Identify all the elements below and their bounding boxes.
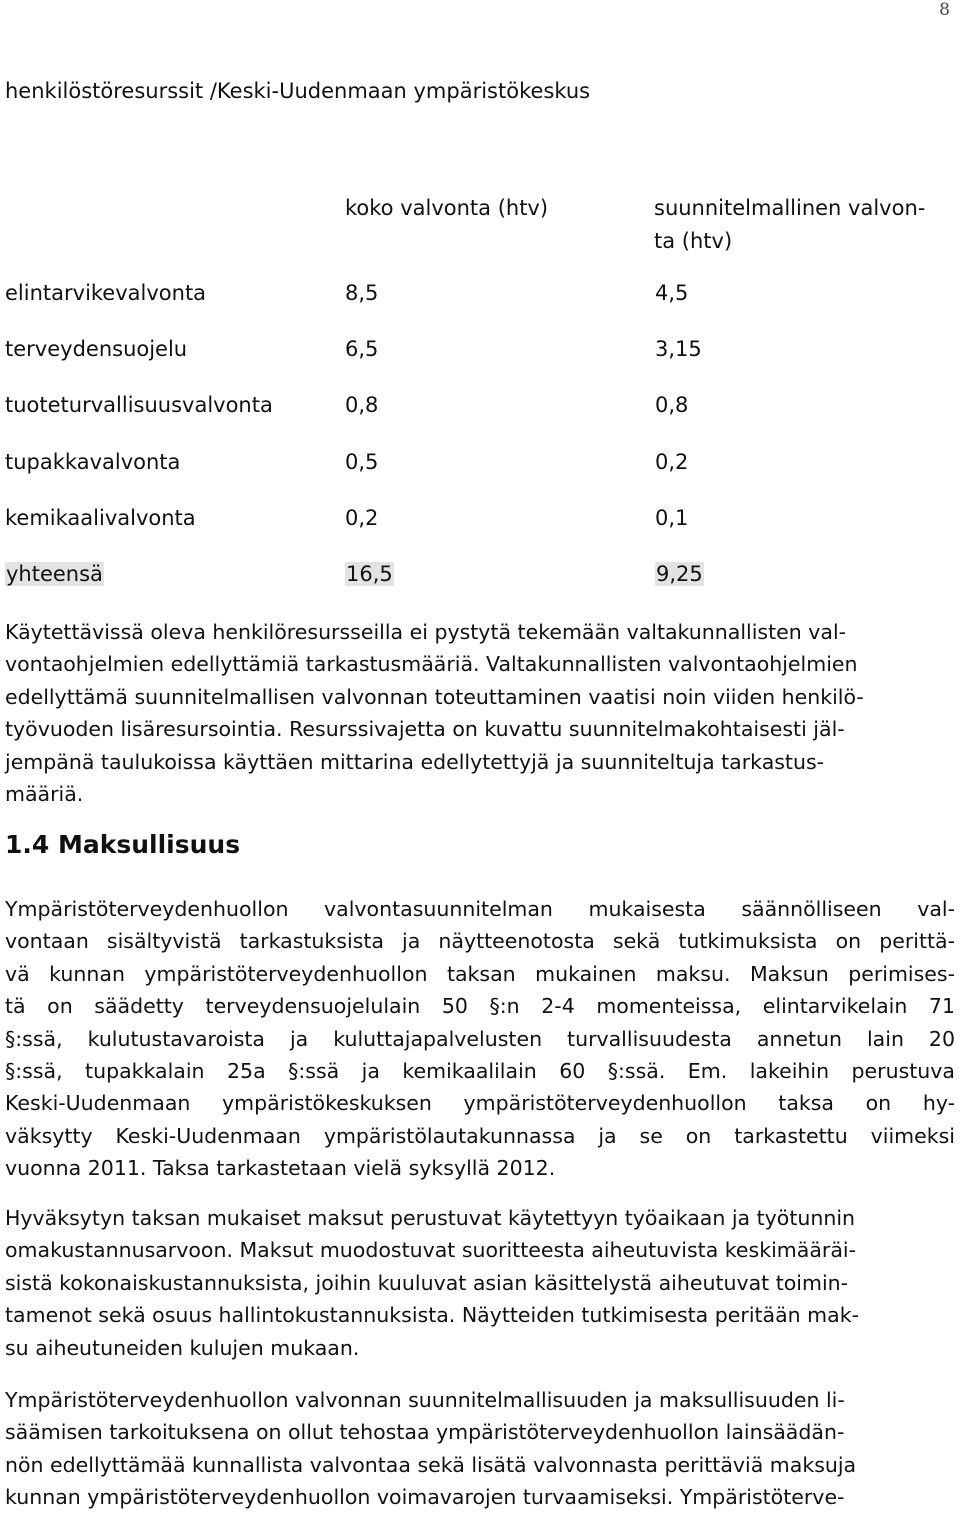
row-label: kemikaalivalvonta (5, 506, 196, 530)
text-line: tä on säädetty terveydensuojelulain 50 §:n 2-4 momenteissa, elintarvikelain 71 (5, 994, 955, 1019)
text-line: määriä. (5, 782, 84, 807)
koko-value: 8,5 (345, 281, 379, 305)
suunnitelmallinen-value: 4,5 (655, 281, 689, 305)
koko-value: 6,5 (345, 337, 379, 361)
koko-value: 0,2 (345, 506, 379, 530)
text-line: Keski-Uudenmaan ympäristökeskuksen ympäristöterveydenhuollon taksa on hy- (5, 1091, 955, 1116)
text-line: §:ssä, tupakkalain 25a §:ssä ja kemikaalilain 60 §:ssä. Em. lakeihin perustuva (5, 1058, 955, 1083)
text-line: Ympäristöterveydenhuollon valvonnan suunnitelmallisuuden ja maksullisuuden li- (5, 1388, 845, 1412)
column-header-line: ta (htv) (654, 229, 733, 253)
text-line: vä kunnan ympäristöterveydenhuollon taksan mukainen maksu. Maksun perimises- (5, 961, 955, 986)
koko-value: 16,5 (346, 562, 393, 586)
table-row (0, 281, 960, 311)
text-line: vuonna 2011. Taksa tarkastetaan vielä syksyllä 2012. (5, 1156, 556, 1181)
suunnitelmallinen-value: 0,8 (655, 393, 689, 417)
row-label: tuoteturvallisuusvalvonta (5, 393, 273, 417)
text-line: su aiheutuneiden kulujen mukaan. (5, 1335, 360, 1360)
suunnitelmallinen-value: 0,2 (655, 450, 689, 474)
table-row (0, 337, 960, 367)
text-line: sistä kokonaiskustannuksista, joihin kuuluvat asian käsittelystä aiheutuvat toimin- (5, 1270, 849, 1295)
row-label: terveydensuojelu (5, 337, 188, 361)
text-line: omakustannusarvoon. Maksut muodostuvat suoritteesta aiheutuvista keskimääräi- (5, 1238, 856, 1263)
suunnitelmallinen-value: 0,1 (655, 506, 689, 530)
table-row (0, 450, 960, 480)
paragraph-maksut (5, 1202, 955, 1364)
row-label: elintarvikevalvonta (5, 281, 207, 305)
text-line: Käytettävissä oleva henkilöresursseilla ei pystytä tekemään valtakunnallisten val- (5, 620, 847, 644)
table-row (0, 393, 960, 423)
text-line: säämisen tarkoituksena on ollut tehostaa ympäristöterveydenhuollon lainsäädän- (5, 1420, 845, 1445)
paragraph-maksullisuus (5, 893, 955, 1185)
column-header-koko-valvonta: koko valvonta (htv) (345, 196, 549, 220)
table-caption: henkilöstöresurssit /Keski-Uudenmaan ympäristökeskus (5, 79, 591, 103)
paragraph-resources (5, 616, 955, 810)
suunnitelmallinen-value: 9,25 (656, 562, 703, 586)
text-line: vontaohjelmien edellyttämiä tarkastusmääriä. Valtakunnallisten valvontaohjelmien (5, 652, 858, 677)
text-line: jempänä taulukoissa käyttäen mittarina edellytettyjä ja suunniteltuja tarkastus- (5, 749, 825, 774)
suunnitelmallinen-value: 3,15 (655, 337, 702, 361)
text-line: edellyttämä suunnitelmallisen valvonnan toteuttaminen vaatisi noin viiden henkilö- (5, 684, 864, 709)
column-header-suunnitelmallinen-valvonta (654, 192, 954, 258)
text-line: tamenot sekä osuus hallintokustannuksista. Näytteiden tutkimisesta peritään mak- (5, 1303, 859, 1328)
row-label: tupakkavalvonta (5, 450, 181, 474)
text-line: vontaan sisältyvistä tarkastuksista ja näytteenotosta sekä tutkimuksista on perittä- (5, 929, 955, 954)
paragraph-tarkoitus (5, 1384, 955, 1514)
page-number: 8 (939, 0, 950, 20)
text-line: kunnan ympäristöterveydenhuollon voimavarojen turvaamiseksi. Ympäristöterve- (5, 1485, 845, 1510)
text-line: §:ssä, kulutustavaroista ja kuluttajapalvelusten turvallisuudesta annetun lain 20 (5, 1026, 955, 1051)
koko-value: 0,5 (345, 450, 379, 474)
column-header-line: suunnitelmallinen valvon- (654, 196, 926, 220)
text-line: nön edellyttämää kunnallista valvontaa sekä lisätä valvonnasta perittäviä maksuja (5, 1452, 857, 1477)
text-line: työvuoden lisäresursointia. Resurssivajetta on kuvattu suunnitelmakohtaisesti jäl- (5, 717, 845, 742)
table-row (0, 506, 960, 536)
text-line: Hyväksytyn taksan mukaiset maksut perustuvat käytettyyn työaikaan ja työtunnin (5, 1206, 856, 1230)
koko-value: 0,8 (345, 393, 379, 417)
section-heading: 1.4 Maksullisuus (5, 830, 241, 859)
text-line: väksytty Keski-Uudenmaan ympäristölautakunnassa ja se on tarkastettu viimeksi (5, 1123, 955, 1148)
table-row-total (0, 562, 960, 592)
row-label: yhteensä (6, 562, 103, 586)
text-line: Ympäristöterveydenhuollon valvontasuunnitelman mukaisesta säännölliseen val- (5, 897, 955, 921)
